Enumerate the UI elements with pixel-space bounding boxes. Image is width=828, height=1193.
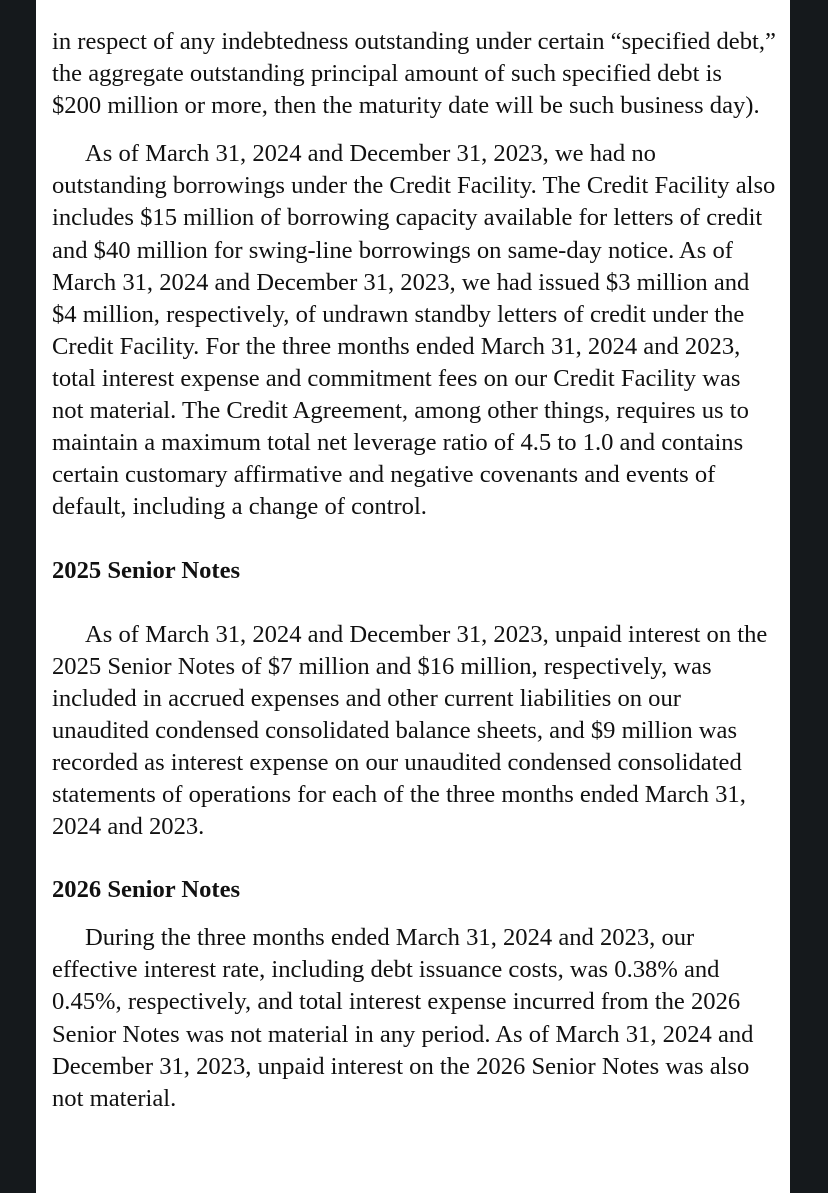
heading-2026-senior-notes: 2026 Senior Notes <box>52 876 241 904</box>
paragraph-credit-facility: As of March 31, 2024 and December 31, 2023, we had no outstanding borrowings under the Credit Facility. The Credit Facility also includes $15 million of borrowing capacity available for letters of credit and $40 million for swing-line borrowings on same-day notice. As of March 31, 2024 and December 31, 2023, we had issued $3 million and $4 million, respectively, of undrawn standby letters of credit under the Credit Facility. For the three months ended March 31, 2024 and 2023, total interest expense and commitment fees on our Credit Facility was not material. The Credit Agreement, among other things, requires us to maintain a maximum total net leverage ratio of 4.5 to 1.0 and contains certain customary affirmative and negative covenants and events of default, including a change of control. <box>52 140 776 521</box>
document-page <box>36 0 790 1193</box>
paragraph-2026-senior-notes: During the three months ended March 31, 2024 and 2023, our effective interest rate, including debt issuance costs, was 0.38% and 0.45%, respectively, and total interest expense incurred from the 2026 Senior Notes was not material in any period. As of March 31, 2024 and December 31, 2023, unpaid interest on the 2026 Senior Notes was also not material. <box>52 924 754 1112</box>
heading-2025-senior-notes: 2025 Senior Notes <box>52 557 241 585</box>
paragraph-2025-senior-notes: As of March 31, 2024 and December 31, 2023, unpaid interest on the 2025 Senior Notes of $7 million and $16 million, respectively, was included in accrued expenses and other current liabilities on our unaudited condensed consolidated balance sheets, and $9 million was recorded as interest expense on our unaudited condensed consolidated statements of operations for each of the three months ended March 31, 2024 and 2023. <box>52 620 768 841</box>
paragraph-maturity-date: in respect of any indebtedness outstanding under certain “specified debt,” the aggregate outstanding principal amount of such specified debt is $200 million or more, then the maturity date will be such business day). <box>52 28 776 120</box>
